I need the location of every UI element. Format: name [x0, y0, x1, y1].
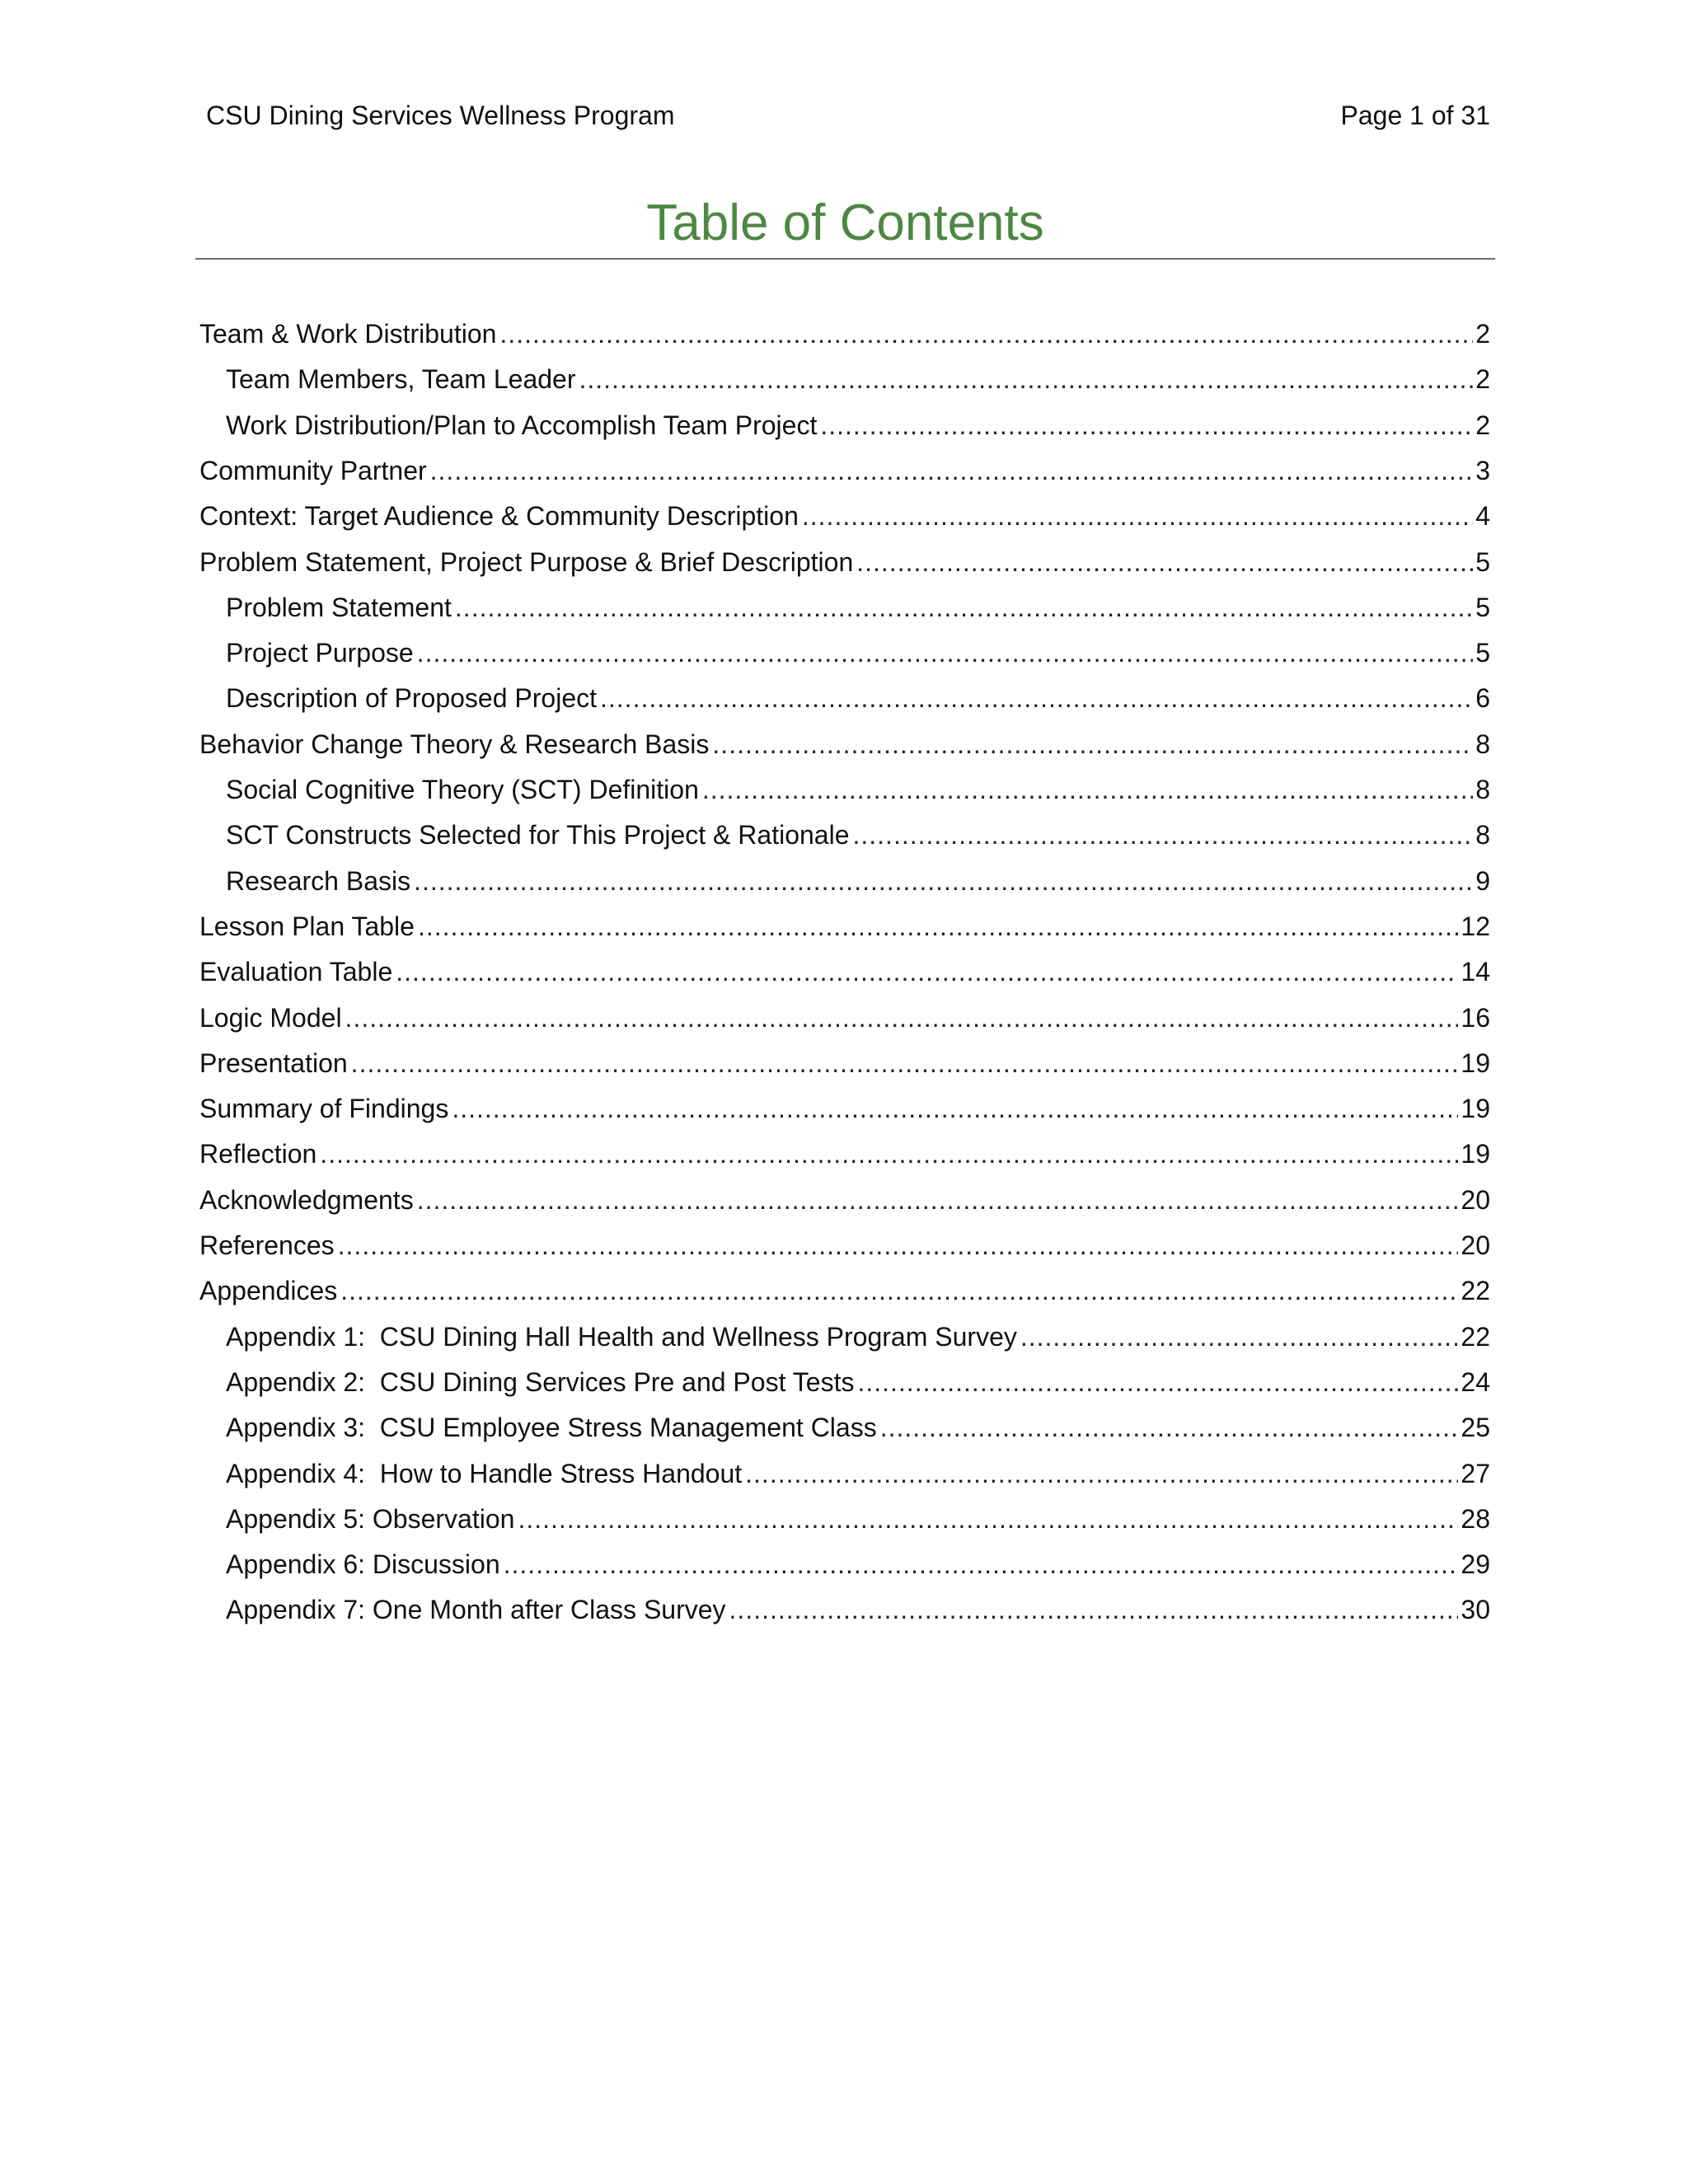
toc-entry-label: Problem Statement — [226, 592, 452, 622]
toc-entry[interactable] — [226, 587, 1490, 628]
toc-entry-label: Appendices — [199, 1276, 338, 1306]
toc-entry[interactable] — [226, 1453, 1490, 1494]
toc-entry-label: Appendix 1: CSU Dining Hall Health and Wellness Program Survey — [226, 1321, 1017, 1352]
toc-entry-label: Logic Model — [199, 1002, 342, 1033]
toc-dot-leader — [499, 313, 1473, 354]
toc-dot-leader — [745, 1453, 1458, 1494]
toc-entry[interactable] — [199, 1043, 1490, 1084]
toc-entry-page-number: 22 — [1461, 1276, 1490, 1306]
running-header-page-number: Page 1 of 31 — [1340, 101, 1490, 130]
toc-entry-page-number: 2 — [1475, 364, 1490, 395]
toc-dot-leader — [320, 1133, 1458, 1174]
toc-entry[interactable] — [199, 1133, 1490, 1174]
toc-dot-leader — [857, 1361, 1458, 1403]
toc-entry-page-number: 16 — [1461, 1002, 1490, 1033]
toc-entry[interactable] — [226, 1498, 1490, 1540]
running-header-title: CSU Dining Services Wellness Program — [206, 101, 675, 130]
toc-entry[interactable] — [199, 906, 1490, 947]
toc-entry-label: References — [199, 1230, 335, 1260]
toc-entry[interactable] — [199, 1270, 1490, 1311]
toc-entry[interactable] — [226, 632, 1490, 673]
toc-dot-leader — [852, 814, 1473, 855]
toc-entry[interactable] — [226, 814, 1490, 855]
toc-entry[interactable] — [199, 313, 1490, 354]
toc-entry[interactable] — [226, 1407, 1490, 1448]
toc-entry[interactable] — [226, 1589, 1490, 1630]
toc-entry-page-number: 4 — [1475, 501, 1490, 532]
toc-dot-leader — [345, 997, 1459, 1038]
toc-entry[interactable] — [226, 1361, 1490, 1403]
toc-entry-label: Appendix 5: Observation — [226, 1503, 515, 1534]
toc-entry[interactable] — [226, 860, 1490, 902]
toc-dot-leader — [802, 495, 1473, 537]
toc-entry-label: Appendix 7: One Month after Class Survey — [226, 1595, 726, 1625]
toc-dot-leader — [417, 1179, 1459, 1221]
toc-entry-page-number: 9 — [1475, 865, 1490, 896]
toc-entry-page-number: 5 — [1475, 592, 1490, 622]
toc-entry-page-number: 5 — [1475, 638, 1490, 668]
toc-dot-leader — [712, 724, 1473, 765]
toc-dot-leader — [340, 1270, 1458, 1311]
toc-entry[interactable] — [226, 359, 1490, 400]
toc-dot-leader — [504, 1544, 1459, 1585]
toc-entry-label: Work Distribution/Plan to Accomplish Team Project — [226, 410, 818, 440]
toc-entry-label: Appendix 4: How to Handle Stress Handout — [226, 1458, 743, 1488]
toc-entry[interactable] — [226, 677, 1490, 719]
toc-entry-page-number: 3 — [1475, 455, 1490, 485]
toc-entry-label: Team & Work Distribution — [199, 319, 497, 349]
toc-entry-page-number: 29 — [1461, 1549, 1490, 1580]
toc-entry-page-number: 19 — [1461, 1094, 1490, 1124]
toc-entry-page-number: 2 — [1475, 319, 1490, 349]
toc-entry[interactable] — [226, 405, 1490, 446]
toc-entry-page-number: 8 — [1475, 820, 1490, 851]
toc-entry-page-number: 8 — [1475, 775, 1490, 804]
toc-dot-leader — [518, 1498, 1458, 1540]
toc-entry-page-number: 25 — [1461, 1413, 1490, 1443]
toc-entry-page-number: 20 — [1461, 1184, 1490, 1215]
toc-entry-label: Description of Proposed Project — [226, 683, 597, 714]
toc-entry-label: Project Purpose — [226, 638, 414, 668]
toc-dot-leader — [418, 906, 1458, 947]
toc-entry[interactable] — [199, 541, 1490, 583]
toc-entry-label: Lesson Plan Table — [199, 911, 415, 941]
toc-entry-page-number: 19 — [1461, 1047, 1490, 1078]
toc-entry-label: Problem Statement, Project Purpose & Brief Description — [199, 546, 854, 577]
toc-dot-leader — [702, 769, 1473, 810]
toc-dot-leader — [455, 587, 1473, 628]
toc-dot-leader — [417, 632, 1474, 673]
page-title: Table of Contents — [646, 194, 1044, 251]
toc-entry[interactable] — [199, 495, 1490, 537]
toc-entry-label: Summary of Findings — [199, 1094, 449, 1124]
toc-entry[interactable] — [226, 1544, 1490, 1585]
toc-entry-label: SCT Constructs Selected for This Project & Rationale — [226, 820, 850, 851]
toc-entry[interactable] — [199, 1225, 1490, 1266]
toc-dot-leader — [820, 405, 1473, 446]
toc-entry-page-number: 24 — [1461, 1366, 1490, 1397]
toc-dot-leader — [351, 1043, 1459, 1084]
toc-dot-leader — [880, 1407, 1459, 1448]
toc-entry[interactable] — [199, 1179, 1490, 1221]
toc-entry-label: Context: Target Audience & Community Description — [199, 501, 799, 532]
toc-entry-label: Evaluation Table — [199, 957, 393, 987]
toc-entry-label: Appendix 6: Discussion — [226, 1549, 500, 1580]
toc-entry-page-number: 12 — [1461, 911, 1490, 941]
toc-entry-label: Acknowledgments — [199, 1184, 414, 1215]
toc-entry[interactable] — [199, 1088, 1490, 1129]
toc-dot-leader — [414, 860, 1473, 902]
toc-entry[interactable] — [199, 450, 1490, 491]
toc-entry-page-number: 19 — [1461, 1139, 1490, 1169]
toc-entry[interactable] — [226, 1316, 1490, 1357]
toc-entry[interactable] — [199, 951, 1490, 992]
toc-entry[interactable] — [226, 769, 1490, 810]
toc-entry-label: Team Members, Team Leader — [226, 364, 576, 395]
toc-entry-page-number: 22 — [1461, 1321, 1490, 1352]
toc-dot-leader — [729, 1589, 1459, 1630]
toc-entry-label: Reflection — [199, 1139, 317, 1169]
toc-dot-leader — [396, 951, 1458, 992]
toc-entry-page-number: 30 — [1461, 1595, 1490, 1625]
toc-dot-leader — [338, 1225, 1459, 1266]
toc-dot-leader — [452, 1088, 1458, 1129]
toc-dot-leader — [856, 541, 1473, 583]
toc-dot-leader — [600, 677, 1473, 719]
toc-entry-page-number: 28 — [1461, 1503, 1490, 1534]
toc-entry-page-number: 6 — [1475, 683, 1490, 714]
toc-entry-page-number: 20 — [1461, 1230, 1490, 1260]
toc-entry-page-number: 5 — [1475, 546, 1490, 577]
toc-entry-page-number: 27 — [1461, 1458, 1490, 1488]
toc-entry-page-number: 14 — [1461, 957, 1490, 987]
toc-entry-page-number: 2 — [1475, 410, 1490, 440]
toc-dot-leader — [579, 359, 1473, 400]
toc-entry-label: Appendix 2: CSU Dining Services Pre and Post Tests — [226, 1366, 855, 1397]
toc-entry-label: Social Cognitive Theory (SCT) Definition — [226, 775, 699, 804]
toc-entry-label: Presentation — [199, 1047, 348, 1078]
toc-entry[interactable] — [199, 997, 1490, 1038]
toc-dot-leader — [1020, 1316, 1459, 1357]
toc-entry-label: Community Partner — [199, 455, 427, 485]
toc-dot-leader — [430, 450, 1474, 491]
toc-entry-label: Research Basis — [226, 865, 411, 896]
toc-entry[interactable] — [199, 724, 1490, 765]
toc-entry-page-number: 8 — [1475, 729, 1490, 759]
toc-entry-label: Appendix 3: CSU Employee Stress Management Class — [226, 1413, 877, 1443]
toc-entry-label: Behavior Change Theory & Research Basis — [199, 729, 710, 759]
